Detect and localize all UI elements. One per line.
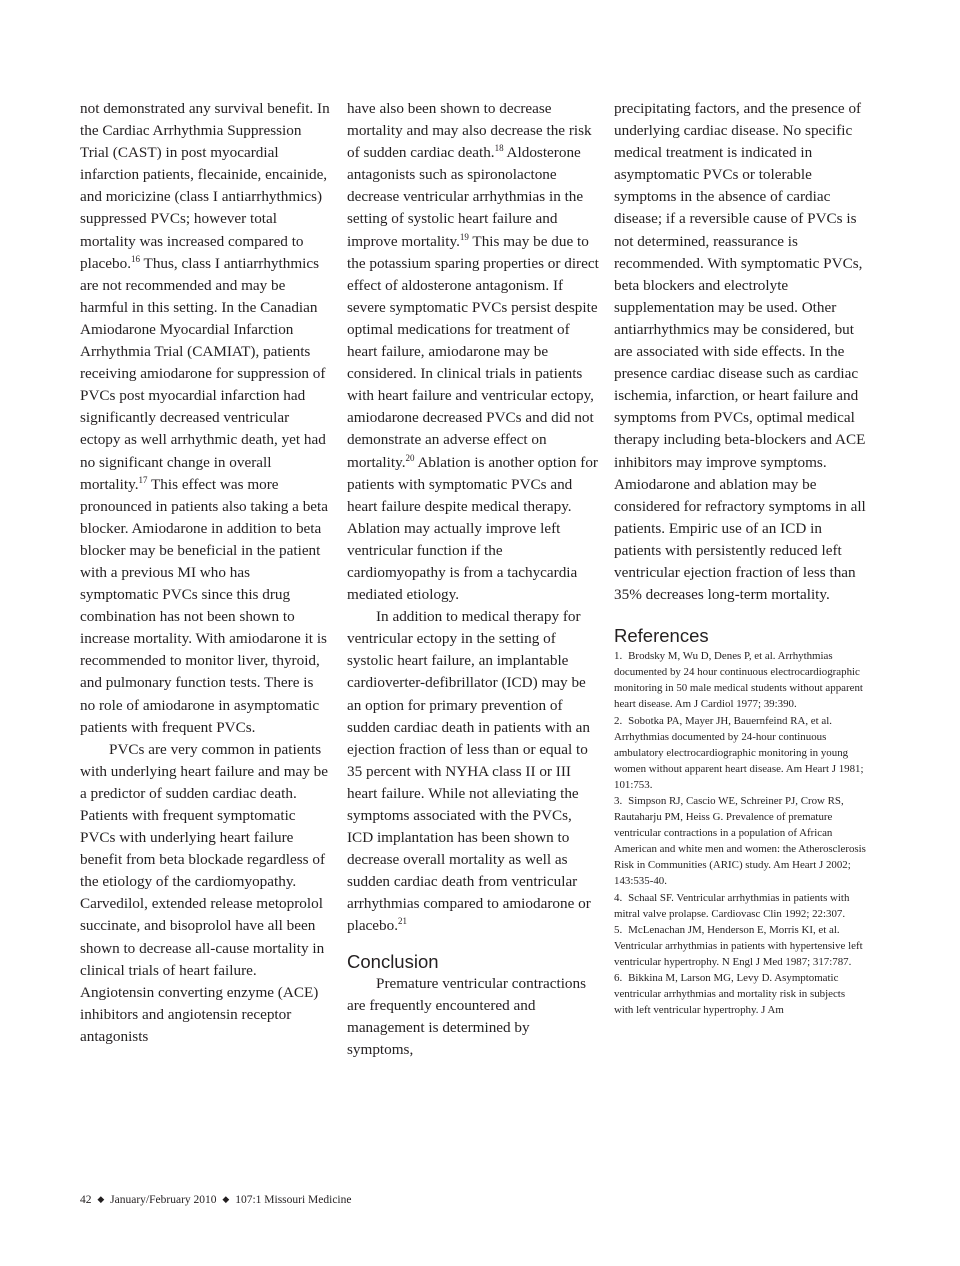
body-paragraph: precipitating factors, and the presence of underlying cardiac disease. No specific medical treatment is indicated in asymptomatic PVCs or tolerable symptoms in the absence of cardiac disease; if a reversible cause of PVCs is not determined, reassurance is recommended. With symptomatic PVCs, beta blockers and electrolyte supplementation may be used. Other antiarrhythmics may be considered, but are associated with side effects. In the presence cardiac disease such as cardiac ischemia, infarction, or heart failure and symptoms from PVCs, optimal medical therapy including beta-blockers and ACE inhibitors may improve symptoms. Amiodarone and ablation may be considered for refractory symptoms in all patients. Empiric use of an ICD in patients with persistently reduced left ventricular ejection fraction of less than 35% decreases long-term mortality. <box>614 100 866 604</box>
citation-16: 16 <box>131 253 141 264</box>
reference-item: 1. Brodsky M, Wu D, Denes P, et al. Arrhythmias documented by 24 hour continuous electrocardiographic monitoring in 50 male medical students without apparent heart disease. Am J Cardiol 1977; 39:390. <box>614 650 863 711</box>
reference-item: 3. Simpson RJ, Cascio WE, Schreiner PJ, Crow RS, Rautaharju PM, Heiss G. Prevalence of premature ventricular contractions in a population of African American and white men and women: the Atherosclerosis Risk in Communities (ARIC) study. Am Heart J 2002; 143:535-40. <box>614 795 866 888</box>
references-heading: References <box>614 625 709 647</box>
body-paragraph: PVCs are very common in patients with underlying heart failure and may be a predictor of sudden cardiac death. Patients with frequent symptomatic PVCs with underlying heart failure benefit from beta blockade regardless of the etiology of the cardiomyopathy. Carvedilol, extended release metoprolol succinate, and bisoprolol have all been shown to decrease all-cause mortality in clinical trials of heart failure. Angiotensin converting enzyme (ACE) inhibitors and angiotensin receptor antagonists <box>80 740 328 1045</box>
citation-18: 18 <box>494 143 504 154</box>
references-list <box>614 648 866 1018</box>
journal-volume: 107:1 Missouri Medicine <box>235 1194 352 1206</box>
citation-19: 19 <box>459 231 469 242</box>
page-number: 42 <box>80 1194 92 1206</box>
column-2 <box>347 98 599 1061</box>
reference-item: 4. Schaal SF. Ventricular arrhythmias in patients with mitral valve prolapse. Cardiovasc Clin 1992; 22:307. <box>614 891 850 920</box>
page-footer <box>80 1192 351 1208</box>
diamond-icon: ◆ <box>222 1194 230 1204</box>
column-3 <box>614 98 866 1018</box>
reference-item: 5. McLenachan JM, Henderson E, Morris KI, et al. Ventricular arrhythmias in patients with hypertensive left ventricular hypertrophy. N Engl J Med 1987; 317:787. <box>614 923 863 968</box>
conclusion-heading: Conclusion <box>347 950 439 972</box>
column-1 <box>80 98 332 1048</box>
reference-item: 6. Bikkina M, Larson MG, Levy D. Asymptomatic ventricular arrhythmias and mortality risk in subjects with left ventricular hypertrophy. J Am <box>614 972 846 1017</box>
citation-17: 17 <box>138 474 148 485</box>
body-paragraph: not demonstrated any survival benefit. In the Cardiac Arrhythmia Suppression Trial (CAST) in post myocardial infarction patients, flecainide, encainide, and moricizine (class I antiarrhythmics) suppressed PVCs; however total mortality was increased compared to placebo.$^{16}$ Thus, class I antiarrhythmics are not recommended and may be harmful in this setting. In the Canadian Amiodarone Myocardial Infarction Arrhythmia Trial (CAMIAT), patients receiving amiodarone for suppression of PVCs post myocardial infarction had significantly decreased ventricular ectopy as well arrhythmic death, yet had no significant change in overall mortality.$^{17}$ This effect was more pronounced in patients also taking a beta blocker. Amiodarone in addition to beta blocker may be beneficial in the patient with a previous MI who has symptomatic PVCs since this drug combination has not been shown to increase mortality. With amiodarone it is recommended to monitor liver, thyroid, and pulmonary function tests. There is no role of amiodarone in asymptomatic patients with frequent PVCs. <box>80 100 330 736</box>
reference-item: 2. Sobotka PA, Mayer JH, Bauernfeind RA, et al. Arrhythmias documented by 24-hour continuous ambulatory electrocardiographic monitoring in young women without apparent heart disease. Am Heart J 1981; 101:753. <box>614 714 864 791</box>
issue-date: January/February 2010 <box>110 1194 217 1206</box>
citation-21: 21 <box>398 916 408 927</box>
body-paragraph: Premature ventricular contractions are frequently encountered and management is determined by symptoms, <box>347 974 587 1058</box>
diamond-icon: ◆ <box>97 1194 105 1204</box>
body-paragraph: have also been shown to decrease mortality and may also decrease the risk of sudden cardiac death.$^{18}$ Aldosterone antagonists such as spironolactone decrease ventricular arrhythmias in the setting of systolic heart failure and improve mortality.$^{19}$ This may be due to the potassium sparing properties or direct effect of aldosterone antagonism. If severe symptomatic PVCs persist despite optimal medications for treatment of heart failure, amiodarone may be considered. In clinical trials in patients with heart failure and ventricular ectopy, amiodarone decreased PVCs and did not demonstrate an adverse effect on mortality.$^{20}$ Ablation is another option for patients with symptomatic PVCs and heart failure despite medical therapy. Ablation may actually improve left ventricular function if the cardiomyopathy is from a tachycardia mediated etiology. <box>347 100 599 604</box>
body-paragraph: In addition to medical therapy for ventricular ectopy in the setting of systolic heart failure, an implantable cardioverter-defibrillator (ICD) may be an option for primary prevention of sudden cardiac death in patients with an ejection fraction of less than or equal to 35 percent with NYHA class II or III heart failure. While not alleviating the symptoms associated with the PVCs, ICD implantation has been shown to decrease overall mortality as well as sudden cardiac death from ventricular arrhythmias compared to amiodarone or placebo.$^{21}$ <box>347 608 591 935</box>
citation-20: 20 <box>405 452 415 463</box>
